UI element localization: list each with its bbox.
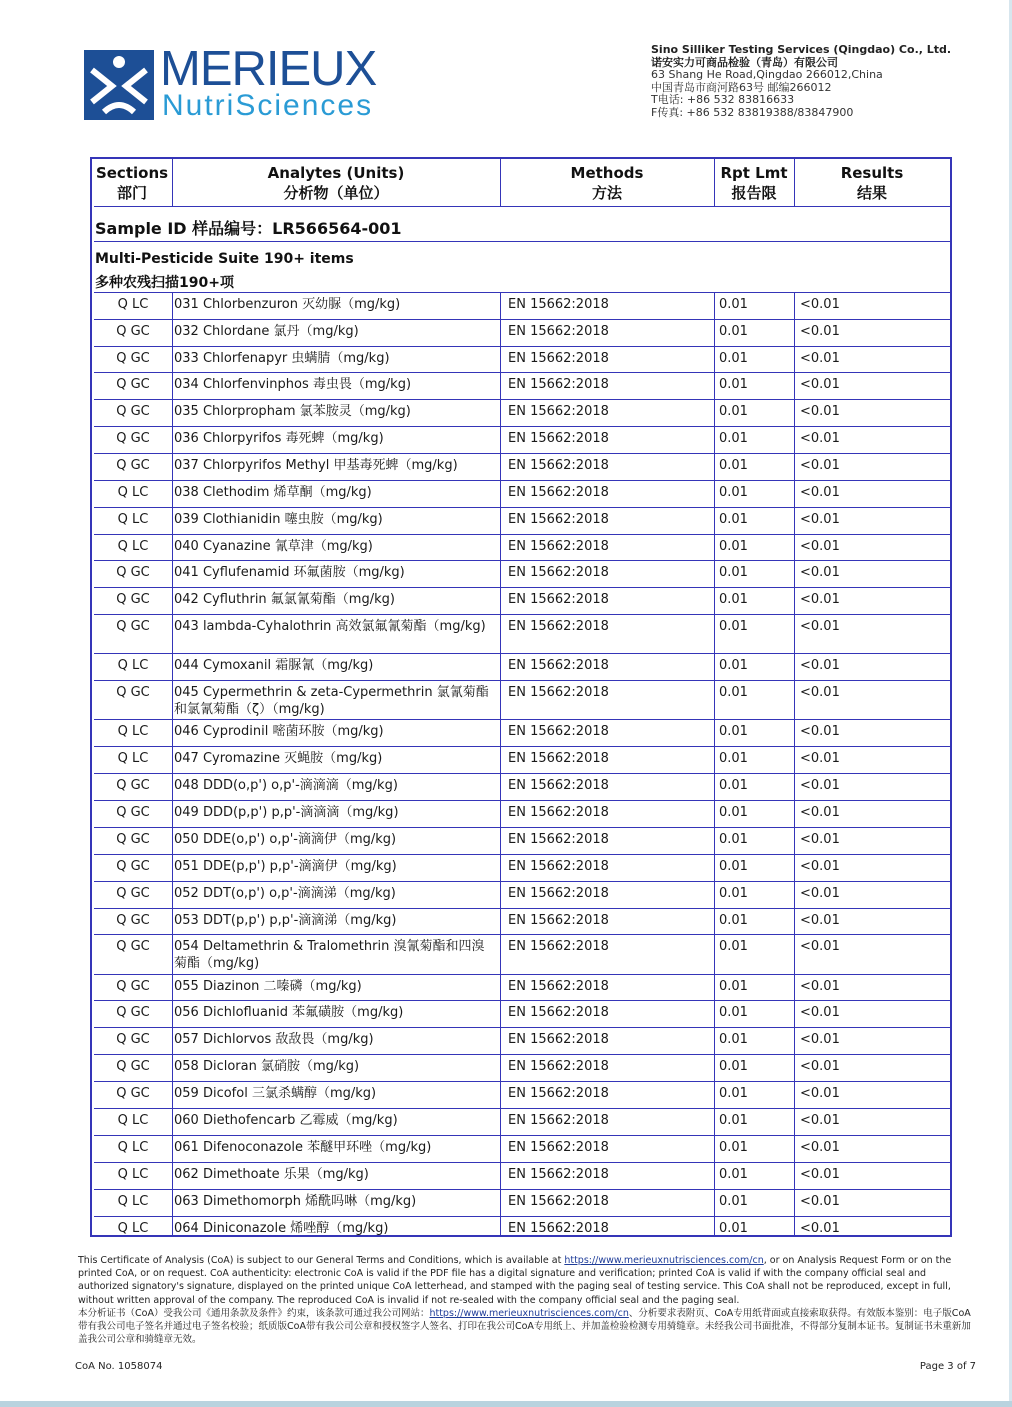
result-cell: <0.01: [800, 751, 840, 766]
column-divider: [714, 159, 715, 206]
row-divider: [94, 719, 950, 720]
analyte-cell: 053 DDT(p,p') p,p'-滴滴涕（mg/kg): [174, 913, 397, 928]
analyte-cell: 064 Diniconazole 烯唑醇（mg/kg): [174, 1221, 389, 1236]
sample-id: Sample ID 样品编号：LR566564-001: [95, 219, 402, 238]
analyte-cell: 061 Difenoconazole 苯醚甲环唑（mg/kg): [174, 1140, 432, 1155]
rpt-lmt-cell: 0.01: [719, 297, 748, 312]
section-cell: Q GC: [116, 939, 150, 954]
row-divider: [94, 1027, 950, 1028]
row-divider: [94, 1162, 950, 1163]
rpt-lmt-cell: 0.01: [719, 565, 748, 580]
rpt-lmt-cell: 0.01: [719, 1113, 748, 1128]
analyte-cell: 058 Dicloran 氯硝胺（mg/kg): [174, 1059, 360, 1074]
row-divider: [94, 480, 950, 481]
result-cell: <0.01: [800, 485, 840, 500]
rpt-lmt-cell: 0.01: [719, 539, 748, 554]
rpt-lmt-cell: 0.01: [719, 324, 748, 339]
row-divider: [94, 1108, 950, 1109]
sample-divider: [94, 241, 950, 242]
result-cell: <0.01: [800, 724, 840, 739]
section-cell: Q GC: [116, 592, 150, 607]
result-cell: <0.01: [800, 859, 840, 874]
method-cell: EN 15662:2018: [508, 913, 609, 928]
method-cell: EN 15662:2018: [508, 751, 609, 766]
analyte-cell: 055 Diazinon 二嗪磷（mg/kg): [174, 979, 362, 994]
header-rpt-lmt: Rpt Lmt 报告限: [720, 164, 788, 202]
method-cell: EN 15662:2018: [508, 458, 609, 473]
section-cell: Q GC: [116, 458, 150, 473]
result-cell: <0.01: [800, 324, 840, 339]
row-divider: [94, 292, 950, 293]
company-address-block: [651, 44, 991, 119]
method-cell: EN 15662:2018: [508, 1140, 609, 1155]
row-divider: [94, 800, 950, 801]
rpt-lmt-cell: 0.01: [719, 351, 748, 366]
result-cell: <0.01: [800, 1086, 840, 1101]
rpt-lmt-cell: 0.01: [719, 619, 748, 634]
section-cell: Q LC: [117, 1113, 149, 1128]
column-divider: [500, 292, 501, 1235]
row-divider: [94, 1189, 950, 1190]
company-name-cn: 诺安实力可商品检验（青岛）有限公司: [651, 55, 838, 69]
company-logo: [84, 42, 414, 124]
rpt-lmt-cell: 0.01: [719, 1194, 748, 1209]
method-cell: EN 15662:2018: [508, 565, 609, 580]
result-cell: <0.01: [800, 778, 840, 793]
suite-title-cn: 多种农残扫描190+项: [95, 275, 234, 291]
method-cell: EN 15662:2018: [508, 351, 609, 366]
analyte-cell: 052 DDT(o,p') o,p'-滴滴涕（mg/kg): [174, 886, 396, 901]
section-cell: Q LC: [117, 1140, 149, 1155]
row-divider: [94, 560, 950, 561]
rpt-lmt-cell: 0.01: [719, 1167, 748, 1182]
rpt-lmt-cell: 0.01: [719, 805, 748, 820]
rpt-lmt-cell: 0.01: [719, 724, 748, 739]
method-cell: EN 15662:2018: [508, 859, 609, 874]
analyte-cell: 033 Chlorfenapyr 虫螨腈（mg/kg): [174, 351, 390, 366]
rpt-lmt-cell: 0.01: [719, 751, 748, 766]
row-divider: [94, 908, 950, 909]
rpt-lmt-cell: 0.01: [719, 778, 748, 793]
row-divider: [94, 1216, 950, 1217]
row-divider: [94, 974, 950, 975]
row-divider: [94, 827, 950, 828]
method-cell: EN 15662:2018: [508, 805, 609, 820]
result-cell: <0.01: [800, 1221, 840, 1236]
row-divider: [94, 934, 950, 935]
result-cell: <0.01: [800, 458, 840, 473]
header-sections: Sections 部门: [95, 164, 169, 202]
result-cell: <0.01: [800, 592, 840, 607]
analyte-cell: 034 Chlorfenvinphos 毒虫畏（mg/kg): [174, 377, 412, 392]
method-cell: EN 15662:2018: [508, 485, 609, 500]
analyte-cell: 045 Cypermethrin & zeta-Cypermethrin 氯氰菊酯和氯氰菊酯（ζ）（mg/kg): [174, 685, 489, 717]
section-cell: Q GC: [116, 1032, 150, 1047]
rpt-lmt-cell: 0.01: [719, 913, 748, 928]
result-cell: <0.01: [800, 805, 840, 820]
section-cell: Q GC: [116, 351, 150, 366]
section-cell: Q LC: [117, 1194, 149, 1209]
column-divider: [794, 159, 795, 206]
method-cell: EN 15662:2018: [508, 539, 609, 554]
row-divider: [94, 507, 950, 508]
rpt-lmt-cell: 0.01: [719, 592, 748, 607]
section-cell: Q GC: [116, 1086, 150, 1101]
section-cell: Q GC: [116, 324, 150, 339]
rpt-lmt-cell: 0.01: [719, 512, 748, 527]
result-cell: <0.01: [800, 297, 840, 312]
rpt-lmt-cell: 0.01: [719, 939, 748, 954]
result-cell: <0.01: [800, 377, 840, 392]
method-cell: EN 15662:2018: [508, 377, 609, 392]
address-cn: 中国青岛市商河路63号 邮编266012: [651, 80, 832, 94]
row-divider: [94, 1000, 950, 1001]
rpt-lmt-cell: 0.01: [719, 1140, 748, 1155]
terms-link[interactable]: https://www.merieuxnutrisciences.com/cn: [564, 1255, 764, 1266]
method-cell: EN 15662:2018: [508, 724, 609, 739]
row-divider: [94, 1054, 950, 1055]
section-cell: Q GC: [116, 377, 150, 392]
method-cell: EN 15662:2018: [508, 939, 609, 954]
result-cell: <0.01: [800, 404, 840, 419]
section-cell: Q LC: [117, 658, 149, 673]
column-divider: [172, 159, 173, 206]
section-cell: Q GC: [116, 805, 150, 820]
rpt-lmt-cell: 0.01: [719, 1221, 748, 1236]
analyte-cell: 036 Chlorpyrifos 毒死蜱（mg/kg): [174, 431, 384, 446]
header-divider: [94, 206, 950, 207]
column-divider: [500, 159, 501, 206]
result-cell: <0.01: [800, 1113, 840, 1128]
result-cell: <0.01: [800, 1032, 840, 1047]
row-divider: [94, 680, 950, 681]
rpt-lmt-cell: 0.01: [719, 404, 748, 419]
page-edge-bottom: [0, 1401, 1012, 1407]
company-name-en: Sino Silliker Testing Services (Qingdao) Co., Ltd.: [651, 43, 952, 56]
result-cell: <0.01: [800, 979, 840, 994]
analyte-cell: 047 Cyromazine 灭蝇胺（mg/kg): [174, 751, 383, 766]
section-cell: Q GC: [116, 1005, 150, 1020]
method-cell: EN 15662:2018: [508, 778, 609, 793]
analyte-cell: 037 Chlorpyrifos Methyl 甲基毒死蜱（mg/kg): [174, 458, 458, 473]
address-en: 63 Shang He Road,Qingdao 266012,China: [651, 68, 883, 81]
row-divider: [94, 346, 950, 347]
analyte-cell: 035 Chlorpropham 氯苯胺灵（mg/kg): [174, 404, 411, 419]
method-cell: EN 15662:2018: [508, 1221, 609, 1236]
analyte-cell: 032 Chlordane 氯丹（mg/kg): [174, 324, 359, 339]
section-cell: Q GC: [116, 913, 150, 928]
column-divider: [172, 292, 173, 1235]
analyte-cell: 038 Clethodim 烯草酮（mg/kg): [174, 485, 372, 500]
row-divider: [94, 614, 950, 615]
section-cell: Q LC: [117, 485, 149, 500]
section-cell: Q GC: [116, 1059, 150, 1074]
row-divider: [94, 854, 950, 855]
phone: T电话: +86 532 83816633: [651, 93, 795, 106]
result-cell: <0.01: [800, 619, 840, 634]
section-cell: Q GC: [116, 859, 150, 874]
section-cell: Q GC: [116, 404, 150, 419]
row-divider: [94, 881, 950, 882]
method-cell: EN 15662:2018: [508, 1059, 609, 1074]
analyte-cell: 054 Deltamethrin & Tralomethrin 溴氰菊酯和四溴菊酯（mg/kg): [174, 939, 485, 971]
analyte-cell: 050 DDE(o,p') o,p'-滴滴伊（mg/kg): [174, 832, 397, 847]
method-cell: EN 15662:2018: [508, 592, 609, 607]
analyte-cell: 057 Dichlorvos 敌敌畏（mg/kg): [174, 1032, 374, 1047]
row-divider: [94, 773, 950, 774]
analyte-cell: 044 Cymoxanil 霜脲氰（mg/kg): [174, 658, 374, 673]
result-cell: <0.01: [800, 539, 840, 554]
section-cell: Q GC: [116, 979, 150, 994]
method-cell: EN 15662:2018: [508, 1113, 609, 1128]
rpt-lmt-cell: 0.01: [719, 832, 748, 847]
method-cell: EN 15662:2018: [508, 512, 609, 527]
terms-link-cn[interactable]: https://www.merieuxnutrisciences.com/cn: [429, 1307, 629, 1319]
rpt-lmt-cell: 0.01: [719, 377, 748, 392]
analyte-cell: 059 Dicofol 三氯杀螨醇（mg/kg): [174, 1086, 377, 1101]
header-results: Results 结果: [840, 164, 904, 202]
result-cell: <0.01: [800, 1059, 840, 1074]
row-divider: [94, 653, 950, 654]
analyte-cell: 039 Clothianidin 噻虫胺（mg/kg): [174, 512, 383, 527]
section-cell: Q GC: [116, 565, 150, 580]
analyte-cell: 063 Dimethomorph 烯酰吗啉（mg/kg): [174, 1194, 417, 1209]
logo-subwordmark: NutriSciences: [162, 89, 374, 122]
result-cell: <0.01: [800, 431, 840, 446]
section-cell: Q GC: [116, 685, 150, 700]
method-cell: EN 15662:2018: [508, 431, 609, 446]
analyte-cell: 048 DDD(o,p') o,p'-滴滴滴（mg/kg): [174, 778, 398, 793]
result-cell: <0.01: [800, 685, 840, 700]
rpt-lmt-cell: 0.01: [719, 658, 748, 673]
method-cell: EN 15662:2018: [508, 1167, 609, 1182]
coa-number: CoA No. 1058074: [75, 1361, 163, 1372]
section-cell: Q GC: [116, 431, 150, 446]
method-cell: EN 15662:2018: [508, 658, 609, 673]
rpt-lmt-cell: 0.01: [719, 1059, 748, 1074]
method-cell: EN 15662:2018: [508, 1032, 609, 1047]
result-cell: <0.01: [800, 1167, 840, 1182]
rpt-lmt-cell: 0.01: [719, 685, 748, 700]
row-divider: [94, 372, 950, 373]
section-cell: Q LC: [117, 297, 149, 312]
section-cell: Q GC: [116, 619, 150, 634]
section-cell: Q LC: [117, 1221, 149, 1236]
analyte-cell: 056 Dichlofluanid 苯氟磺胺（mg/kg): [174, 1005, 404, 1020]
rpt-lmt-cell: 0.01: [719, 458, 748, 473]
row-divider: [94, 453, 950, 454]
section-cell: Q LC: [117, 724, 149, 739]
row-divider: [94, 746, 950, 747]
analyte-cell: 043 lambda-Cyhalothrin 高效氯氟氰菊酯（mg/kg): [174, 619, 486, 634]
column-divider: [714, 292, 715, 1235]
rpt-lmt-cell: 0.01: [719, 979, 748, 994]
section-cell: Q LC: [117, 751, 149, 766]
rpt-lmt-cell: 0.01: [719, 859, 748, 874]
results-table: [90, 157, 952, 1237]
method-cell: EN 15662:2018: [508, 1086, 609, 1101]
row-divider: [94, 534, 950, 535]
method-cell: EN 15662:2018: [508, 619, 609, 634]
row-divider: [94, 1081, 950, 1082]
result-cell: <0.01: [800, 1194, 840, 1209]
section-cell: Q GC: [116, 832, 150, 847]
method-cell: EN 15662:2018: [508, 1005, 609, 1020]
header-methods: Methods 方法: [570, 164, 644, 202]
result-cell: <0.01: [800, 512, 840, 527]
row-divider: [94, 319, 950, 320]
result-cell: <0.01: [800, 913, 840, 928]
row-divider: [94, 399, 950, 400]
analyte-cell: 031 Chlorbenzuron 灭幼脲（mg/kg): [174, 297, 401, 312]
analyte-cell: 042 Cyfluthrin 氟氯氰菊酯（mg/kg): [174, 592, 395, 607]
rpt-lmt-cell: 0.01: [719, 485, 748, 500]
method-cell: EN 15662:2018: [508, 1194, 609, 1209]
header-analytes: Analytes (Units) 分析物（单位）: [267, 164, 405, 202]
result-cell: <0.01: [800, 1005, 840, 1020]
result-cell: <0.01: [800, 658, 840, 673]
analyte-cell: 046 Cyprodinil 嘧菌环胺（mg/kg): [174, 724, 384, 739]
terms-text: This Certificate of Analysis (CoA) is subject to our General Terms and Conditions, which is available at https://www.merieuxnutrisciences.com/cn, or on Analysis Request Form or on the printed CoA, or on request. CoA authenticity: electronic CoA is valid if the PDF file has a digital signature and verification; printed CoA is valid if with the company official seal and authorized signatory's signature, displayed on the printed unique CoA letterhead, and stamped with the paging seal of testing service. This CoA shall not be reproduced, except in full, without written approval of the company. The reproduced CoA is invalid if not re-sealed with the company official seal and the paging seal. 本分析证书（CoA）受我公司《通用条款及条件》约束，该条款可通过我公司网站：https://www.merieuxnutrisciences.com/cn、分析要求表附页、CoA专用纸背面或直接索取获得。有效版本鉴别：电子版CoA带有我公司电子签名并通过电子签名校验；纸质版CoA带有我公司公章和授权签字人签名、打印在我公司CoA专用纸上、并加盖检验检测专用骑缝章。未经我公司书面批准，不得部分复制本证书。复制证书未重新加盖我公司公章和骑缝章无效。: [78, 1255, 971, 1346]
result-cell: <0.01: [800, 939, 840, 954]
section-cell: Q LC: [117, 539, 149, 554]
suite-title-en: Multi-Pesticide Suite 190+ items: [95, 251, 354, 267]
page-number: Page 3 of 7: [919, 1361, 976, 1372]
analyte-cell: 040 Cyanazine 氰草津（mg/kg): [174, 539, 373, 554]
row-divider: [94, 1135, 950, 1136]
analyte-cell: 049 DDD(p,p') p,p'-滴滴滴（mg/kg): [174, 805, 399, 820]
logo-wordmark: MERIEUX: [160, 42, 377, 96]
method-cell: EN 15662:2018: [508, 685, 609, 700]
method-cell: EN 15662:2018: [508, 886, 609, 901]
result-cell: <0.01: [800, 351, 840, 366]
fax: F传真: +86 532 83819388/83847900: [651, 105, 854, 119]
result-cell: <0.01: [800, 1140, 840, 1155]
column-divider: [794, 292, 795, 1235]
method-cell: EN 15662:2018: [508, 979, 609, 994]
analyte-cell: 051 DDE(p,p') p,p'-滴滴伊（mg/kg): [174, 859, 397, 874]
analyte-cell: 060 Diethofencarb 乙霉威（mg/kg): [174, 1113, 398, 1128]
result-cell: <0.01: [800, 832, 840, 847]
result-cell: <0.01: [800, 565, 840, 580]
row-divider: [94, 587, 950, 588]
logo-mark-icon: [84, 50, 154, 120]
result-cell: <0.01: [800, 886, 840, 901]
rpt-lmt-cell: 0.01: [719, 1086, 748, 1101]
rpt-lmt-cell: 0.01: [719, 886, 748, 901]
analyte-cell: 041 Cyflufenamid 环氟菌胺（mg/kg): [174, 565, 405, 580]
method-cell: EN 15662:2018: [508, 324, 609, 339]
section-cell: Q GC: [116, 778, 150, 793]
rpt-lmt-cell: 0.01: [719, 1005, 748, 1020]
analyte-cell: 062 Dimethoate 乐果（mg/kg): [174, 1167, 369, 1182]
method-cell: EN 15662:2018: [508, 832, 609, 847]
row-divider: [94, 426, 950, 427]
section-cell: Q LC: [117, 1167, 149, 1182]
rpt-lmt-cell: 0.01: [719, 1032, 748, 1047]
method-cell: EN 15662:2018: [508, 297, 609, 312]
section-cell: Q GC: [116, 886, 150, 901]
rpt-lmt-cell: 0.01: [719, 431, 748, 446]
method-cell: EN 15662:2018: [508, 404, 609, 419]
section-cell: Q LC: [117, 512, 149, 527]
